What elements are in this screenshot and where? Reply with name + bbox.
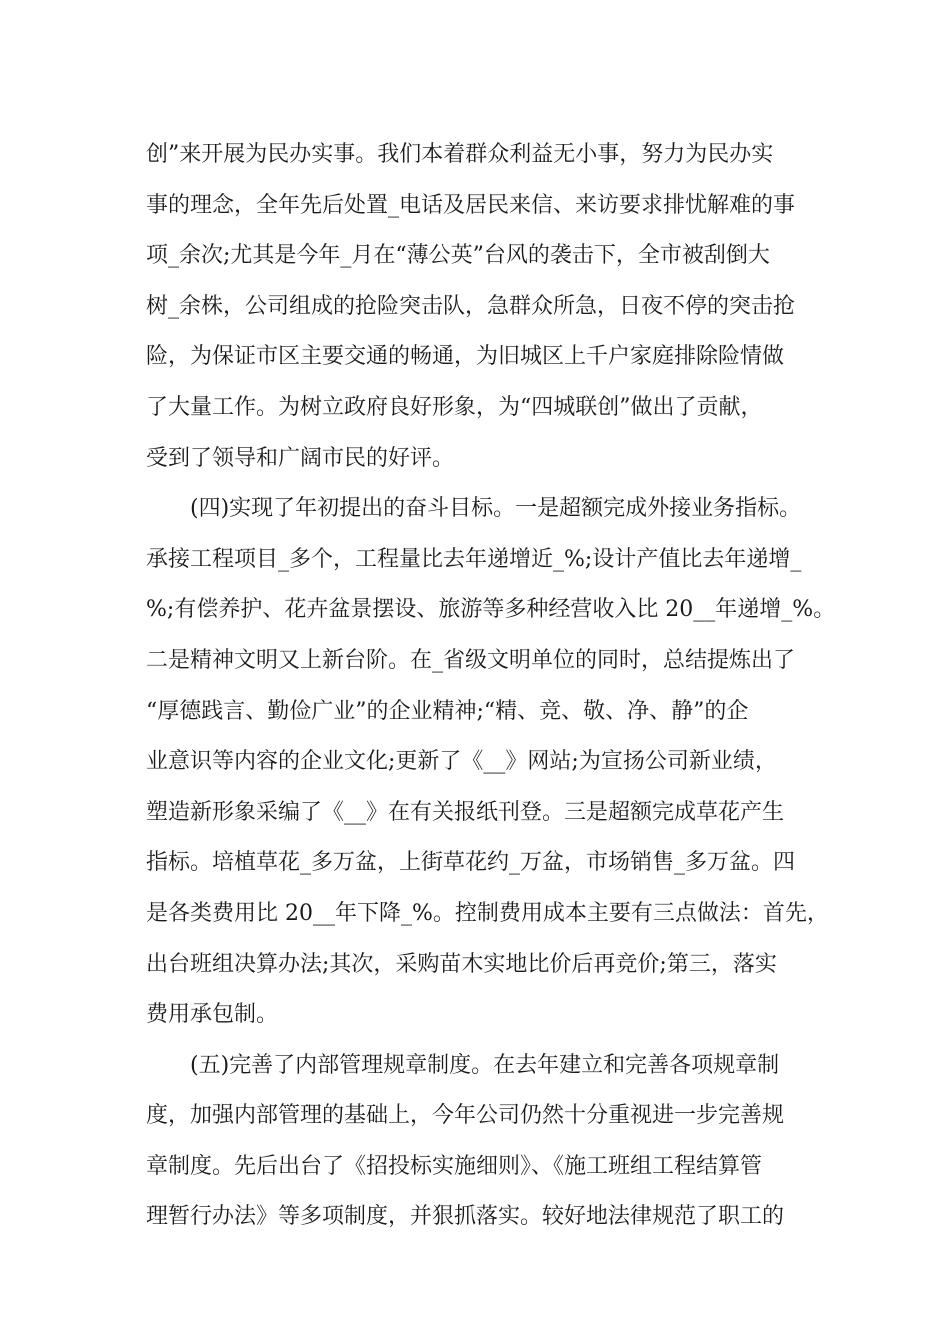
text-line: 项_余次;尤其是今年_月在“薄公英”台风的袭击下，全市被刮倒大 (146, 243, 770, 269)
text-line: 塑造新形象采编了《__》在有关报纸刊登。三是超额完成草花产生 (146, 799, 785, 825)
text-line: %;有偿养护、花卉盆景摆设、旅游等多种经营收入比 20__年递增_%。 (146, 597, 836, 623)
text-line: 创”来开展为民办实事。我们本着群众利益无小事，努力为民办实 (146, 142, 774, 167)
text-line: 受到了领导和广阔市民的好评。 (146, 445, 455, 471)
body-text (146, 130, 836, 1243)
text-line: 二是精神文明又上新台阶。在_省级文明单位的同时，总结提炼出了 (146, 647, 796, 673)
text-line: 度，加强内部管理的基础上，今年公司仍然十分重视进一步完善规 (146, 1103, 785, 1129)
text-line: 章制度。先后出台了《招投标实施细则》、《施工班组工程结算管 (146, 1153, 763, 1179)
text-line: 事的理念，全年先后处置_电话及居民来信、来访要求排忧解难的事 (146, 192, 796, 218)
paragraph-start-line: (五)完善了内部管理规章制度。在去年建立和完善各项规章制 (190, 1052, 780, 1078)
text-line: 树_余株，公司组成的抢险突击队，急群众所急，日夜不停的突击抢 (146, 293, 796, 319)
paragraph-start-line: (四)实现了年初提出的奋斗目标。一是超额完成外接业务指标。 (190, 496, 802, 522)
text-line: 费用承包制。 (146, 1002, 279, 1028)
text-line: 理暂行办法》等多项制度，并狠抓落实。较好地法律规范了职工的 (146, 1204, 785, 1230)
text-line: 出台班组决算办法;其次，采购苗木实地比价后再竞价;第三，落实 (146, 951, 777, 977)
text-line: 承接工程项目_多个，工程量比去年递增近_%;设计产值比去年递增_ (146, 546, 802, 572)
text-line: 业意识等内容的企业文化;更新了《__》网站;为宣扬公司新业绩， (146, 749, 777, 775)
text-line: 是各类费用比 20__年下降_%。控制费用成本主要有三点做法：首先， (146, 900, 829, 926)
text-line: 险，为保证市区主要交通的畅通，为旧城区上千户家庭排除险情做 (146, 344, 785, 370)
text-line: 指标。培植草花_多万盆，上街草花约_万盆，市场销售_多万盆。四 (146, 850, 796, 876)
text-line: 了大量工作。为树立政府良好形象，为“四城联创”做出了贡献， (146, 394, 763, 420)
text-line: “厚德践言、勤俭广业”的企业精神;“精、竞、敬、净、静”的企 (146, 698, 749, 724)
